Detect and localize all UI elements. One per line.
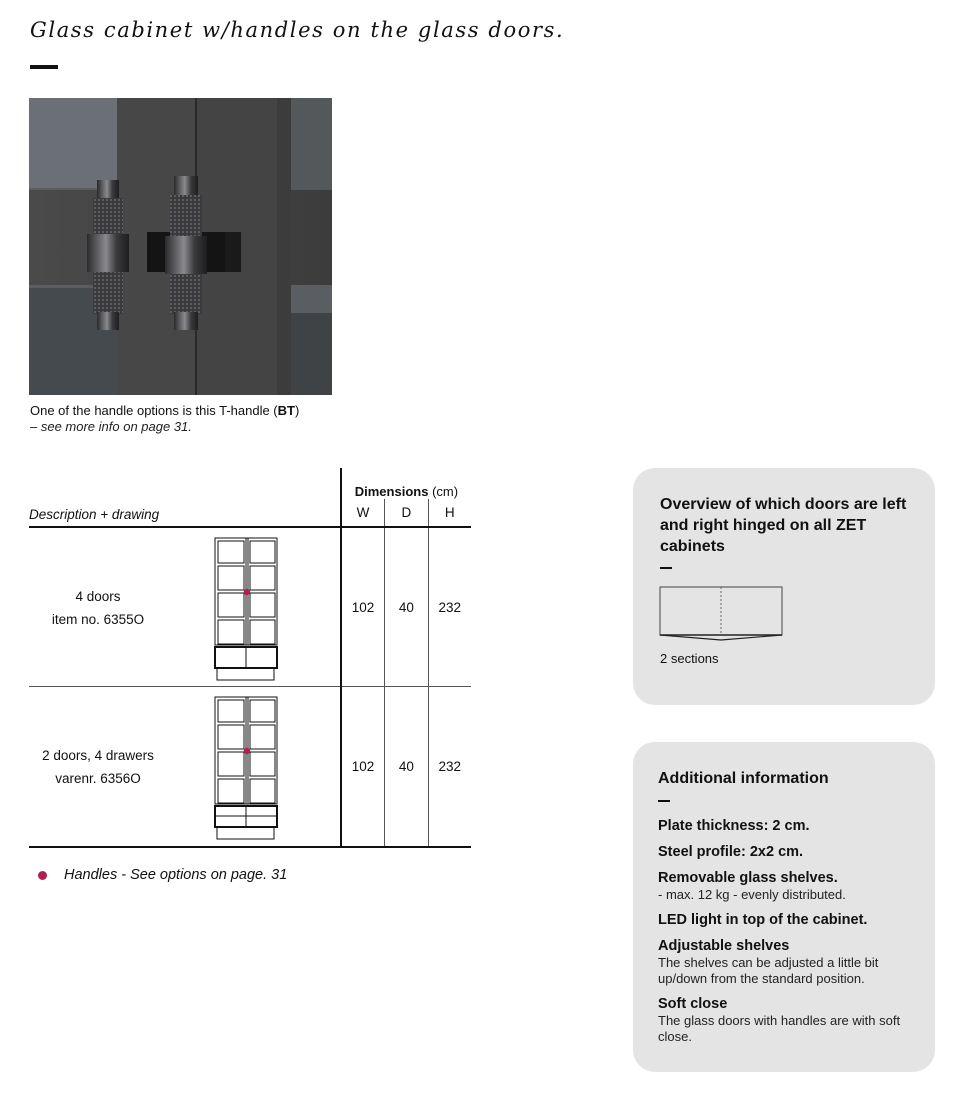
- table-header-row: [29, 468, 471, 499]
- col-height: H: [428, 499, 471, 527]
- info-item-title: Soft close: [658, 996, 728, 1012]
- t-handle-photo-graphic: [29, 98, 332, 395]
- table-row: [29, 687, 471, 848]
- two-section-hinge-diagram: [659, 586, 785, 646]
- caption-code: BT: [277, 403, 295, 418]
- dimensions-unit: (cm): [432, 484, 459, 500]
- card-divider: [660, 567, 672, 569]
- info-item-desc: - max. 12 kg - evenly distributed.: [658, 887, 846, 902]
- handle-marker-icon: [244, 748, 250, 754]
- additional-info-title: Additional information: [658, 770, 829, 787]
- desc-header: [29, 468, 341, 527]
- info-item: [658, 817, 918, 835]
- info-item-title: Adjustable shelves: [658, 938, 790, 954]
- depth-value: 40: [385, 687, 428, 848]
- caption-text: One of the handle options is this T-handle (: [30, 403, 278, 418]
- width-value: 102: [341, 687, 385, 848]
- sections-label: 2 sections: [660, 651, 719, 666]
- info-item-title: Steel profile: 2x2 cm.: [658, 844, 804, 860]
- t-handle-photo: [29, 98, 332, 395]
- info-item-title: Removable glass shelves.: [658, 870, 838, 886]
- row-item-number: varenr. 6356O: [55, 771, 141, 786]
- col-width: W: [341, 499, 385, 527]
- card-divider: [658, 800, 670, 802]
- bullet-dot-icon: [38, 871, 47, 880]
- dimensions-header: [341, 468, 471, 499]
- info-item-title: LED light in top of the cabinet.: [658, 912, 868, 928]
- depth-value: 40: [385, 527, 428, 687]
- info-item: [658, 911, 918, 929]
- cabinet-2-doors-4-drawers-drawing: [214, 696, 280, 842]
- info-list: [658, 817, 918, 1053]
- width-value: 102: [341, 527, 385, 687]
- dimensions-header-label: Dimensions: [354, 484, 429, 500]
- handles-note: [38, 867, 287, 883]
- cabinet-4-doors-drawing: [214, 537, 280, 683]
- info-item: [658, 995, 918, 1045]
- info-item-desc: The shelves can be adjusted a little bit up/down from the standard position.: [658, 955, 879, 986]
- info-item: [658, 869, 918, 903]
- caption-reference: – see more info on page 31.: [30, 419, 192, 434]
- info-item: [658, 843, 918, 861]
- info-item-desc: The glass doors with handles are with soft close.: [658, 1013, 901, 1044]
- height-value: 232: [428, 687, 471, 848]
- description-cell: [29, 687, 341, 848]
- height-value: 232: [428, 527, 471, 687]
- page-title: Glass cabinet w/handles on the glass doors.: [30, 18, 565, 42]
- photo-caption: [30, 403, 299, 435]
- hinge-overview-card: [633, 468, 935, 705]
- info-item-title: Plate thickness: 2 cm.: [658, 818, 810, 834]
- spec-table: [29, 468, 471, 848]
- desc-header-label: Description + drawing: [29, 507, 160, 522]
- description-cell: [29, 527, 341, 687]
- table-row: [29, 527, 471, 687]
- hinge-overview-title: Overview of which doors are left and right hinged on all ZET cabinets: [660, 496, 907, 555]
- caption-close: ): [295, 403, 300, 418]
- additional-info-card: [633, 742, 935, 1072]
- info-item: [658, 937, 918, 987]
- title-divider: [30, 65, 58, 69]
- row-title: 2 doors, 4 drawers: [42, 748, 154, 763]
- handle-marker-icon: [244, 589, 250, 595]
- row-item-number: item no. 6355O: [51, 612, 145, 627]
- col-depth: D: [385, 499, 428, 527]
- row-title: 4 doors: [75, 589, 121, 604]
- handles-note-text: Handles - See options on page. 31: [64, 867, 288, 883]
